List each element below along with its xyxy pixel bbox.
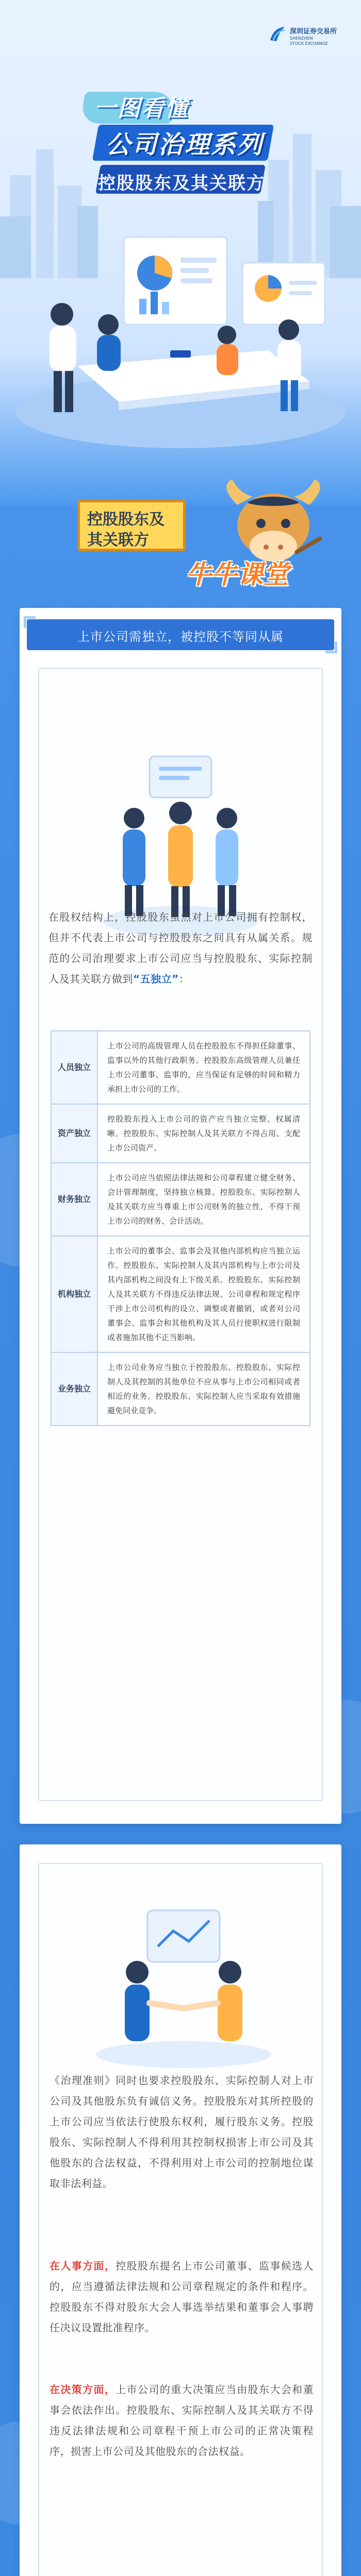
independence-table [51,1030,310,1426]
szse-logo-icon [268,25,287,43]
nn-title-text: 牛牛课堂 [186,560,289,589]
row-label: 人员独立 [51,1031,97,1104]
decision-text: 上市公司的重大决策应当由股东大会和董事会依法作出。控股股东、实际控制人及其关联方不得违反法律法规和公司章程干预上市公司的正常决策程序，损害上市公司及其他股东的合法权益。 [50,2383,314,2458]
table-row [51,1352,310,1426]
section-obligations [20,1844,341,2576]
section2-paragraph1: 《治理准则》同时也要求控股股东、实际控制人对上市公司及其他股东负有诚信义务。控股股东对其所控股的上市公司应当依法行使股东权利，履行股东义务。控股股东、实际控制人不得利用其控制权损害上市公司及其他股东的合法权益，不得利用对上市公司的控制地位谋取非法利益。 [50,2074,314,2190]
table-row [51,1031,310,1104]
row-label: 机构独立 [51,1236,97,1352]
logo-en-line1: SHENZHEN [290,36,313,41]
brush-title: 一图看懂 [94,95,189,122]
intro-suffix: ： [178,973,190,985]
logo-en-line2: STOCK EXCHANGE [290,41,328,46]
section1-title-bar [27,619,334,650]
row-text: 上市公司的董事会、监事会及其他内部机构应当独立运作。控股股东、实际控制人及其内部机构与上市公司及其内部机构之间没有上下级关系。控股股东、实际控制人及其关联方不得违反法律法规、公司章程和规定程序干涉上市公司机构的设立、调整或者撤销，或者对公司董事会、监事会和其他机构及其人员行使职权进行限制或者施加其他不正当影响。 [97,1236,310,1352]
intro-text: 在股权结构上，控股股东虽然对上市公司拥有控制权，但并不代表上市公司与控股股东之间具有从属关系。规范的公司治理要求上市公司应当与控股股东、实际控制人及其关联方做到 [48,911,313,985]
meeting-illustration [0,196,361,464]
board-text: 控股股东及其关联方 [87,511,165,549]
five-independence-key: “五独立” [133,973,179,985]
hero [0,0,361,505]
row-label: 业务独立 [51,1352,97,1426]
classroom-board [77,500,186,551]
handshake-illustration [86,1895,282,2070]
row-text: 上市公司的高级管理人员在控股股东不得担任除董事、监事以外的其他行政职务。控股股东高级管理人员兼任上市公司董事、监事的，应当保证有足够的时间和精力承担上市公司的工作。 [97,1031,310,1104]
section-independence [20,608,341,1824]
row-text: 控股股东投入上市公司的资产应当独立完整、权属清晰。控股股东、实际控制人及其关联方不得占用、支配上市公司资产。 [97,1104,310,1163]
personnel-key: 在人事方面， [50,2260,116,2272]
table-row [51,1163,310,1236]
section2-paragraph2 [50,2256,314,2338]
row-label: 财务独立 [51,1163,97,1236]
section1-title: 上市公司需独立，被控股不等同从属 [77,630,284,644]
row-text: 上市公司业务应当独立于控股股东。控股股东、实际控制人及其控制的其他单位不应从事与上市公司相同或者相近的业务。控股股东、实际控制人应当采取有效措施避免同业竞争。 [97,1352,310,1426]
table-row [51,1104,310,1163]
series-title-block [95,120,271,166]
logo-cn-text: 深圳证券交易所 [290,28,337,36]
personnel-text: 控股股东提名上市公司董事、监事候选人的，应当遵循法律法规和公司章程规定的条件和程序。控股股东不得对股东大会人事选举结果和董事会人事聘任决议设置批准程序。 [50,2260,314,2334]
subtitle-block [98,165,263,194]
section2-paragraph3 [50,2379,314,2462]
decision-key: 在决策方面， [50,2383,116,2396]
row-text: 上市公司应当依照法律法规和公司章程建立健全财务、会计管理制度，坚持独立核算。控股股东、实际控制人及其关联方应当尊重上市公司财务的独立性，不得干预上市公司的财务、会计活动。 [97,1163,310,1236]
nn-classroom-title [186,554,351,595]
hero-subtitle: 控股股东及其关联方 [98,173,265,194]
row-label: 资产独立 [51,1104,97,1163]
logo-en-text [290,36,328,46]
series-title: 公司治理系列 [106,130,264,159]
section1-intro [48,907,313,989]
brush-title-block [83,88,189,124]
szse-logo [268,23,346,54]
table-row [51,1236,310,1352]
section2-content-frame [38,1863,323,2576]
